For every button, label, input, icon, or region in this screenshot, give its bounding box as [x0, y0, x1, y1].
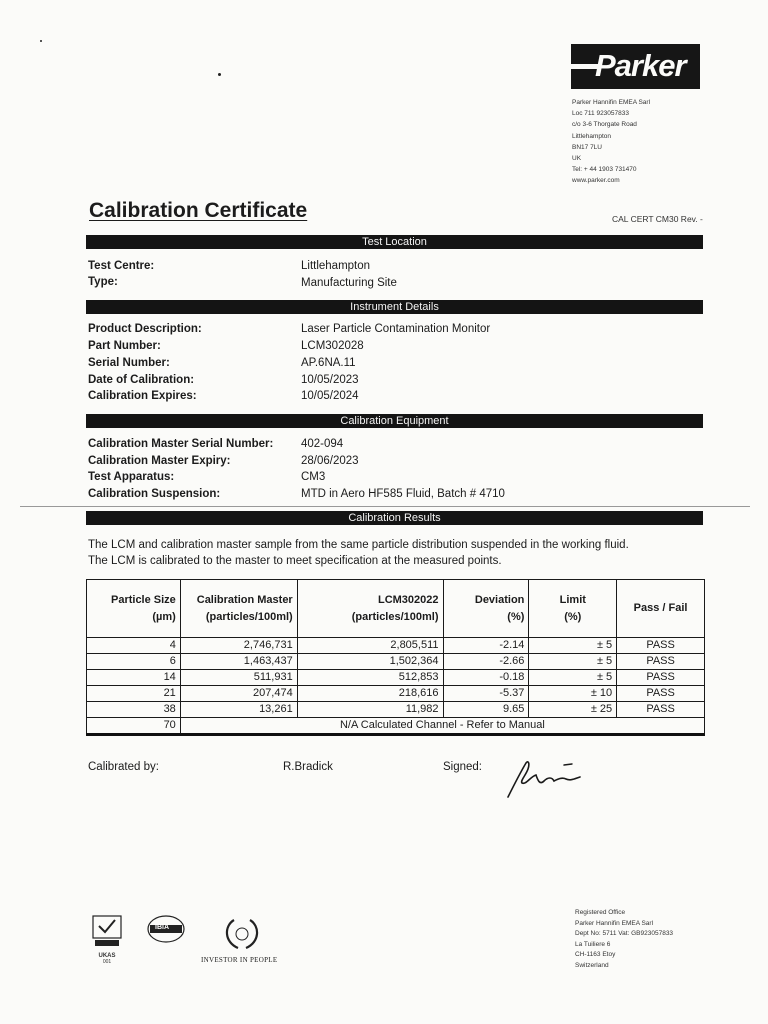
field-value: MTD in Aero HF585 Fluid, Batch # 4710	[301, 488, 505, 500]
cell-result: PASS	[617, 654, 705, 670]
cell-limit: ± 5	[529, 654, 617, 670]
investor-in-people-text: INVESTOR IN PEOPLE	[201, 956, 278, 964]
ibia-text: IBIA	[155, 924, 169, 931]
cell-size: 70	[87, 718, 181, 735]
calibration-results-table	[86, 579, 705, 736]
field-value: Littlehampton	[301, 260, 371, 272]
field-value: 402-094	[301, 438, 344, 450]
company-address	[572, 97, 650, 187]
field-label: Calibration Suspension:	[88, 488, 221, 500]
handwritten-signature	[500, 755, 590, 803]
field-label: Calibration Master Expiry:	[88, 455, 231, 467]
cell-deviation: -5.37	[443, 686, 529, 702]
field-label: Serial Number:	[88, 357, 170, 369]
field-value: Manufacturing Site	[301, 277, 397, 289]
section-header-test-location: Test Location	[86, 235, 703, 249]
field-label: Calibration Master Serial Number:	[88, 438, 274, 450]
cell-deviation: 9.65	[443, 702, 529, 718]
field-label: Date of Calibration:	[88, 374, 195, 386]
crown-tick-icon	[91, 914, 123, 948]
cell-lcm: 218,616	[297, 686, 443, 702]
col-header-calibration-master: Calibration Master (particles/100ml)	[180, 580, 297, 638]
address-line: Loc 711 923057833	[572, 110, 629, 118]
ibia-badge	[140, 914, 192, 964]
office-line: Registered Office	[575, 909, 626, 916]
office-line: Switzerland	[575, 961, 609, 969]
field-value: CM3	[301, 471, 326, 483]
cell-size: 21	[87, 686, 181, 702]
table-row	[87, 654, 705, 670]
cell-master: 13,261	[180, 702, 297, 718]
ukas-badge	[91, 914, 123, 964]
section-header-calibration-results: Calibration Results	[86, 511, 703, 525]
scan-speck	[40, 40, 42, 42]
scan-speck	[218, 73, 221, 76]
office-line: CH-1163 Etoy	[575, 951, 616, 958]
table-row	[87, 702, 705, 718]
cell-lcm: 2,805,511	[297, 638, 443, 654]
cell-size: 6	[87, 654, 181, 670]
cell-master: 1,463,437	[180, 654, 297, 670]
cell-lcm: 512,853	[297, 670, 443, 686]
col-header-lcm: LCM302022 (particles/100ml)	[297, 580, 443, 638]
address-line: UK	[572, 155, 582, 163]
cell-size: 38	[87, 702, 181, 718]
registered-office	[575, 908, 673, 971]
field-label: Test Centre:	[88, 260, 155, 272]
field-value: 10/05/2023	[301, 374, 359, 386]
cell-master: 207,474	[180, 686, 297, 702]
cell-limit: ± 10	[529, 686, 617, 702]
field-label: Calibration Expires:	[88, 390, 197, 402]
col-header-pass-fail: Pass / Fail	[617, 580, 705, 638]
logo-text: Parker	[595, 48, 686, 83]
field-label: Product Description:	[88, 323, 202, 335]
office-line: La Tuiliere 6	[575, 940, 611, 948]
address-line: c/o 3-6 Thorgate Road	[572, 121, 637, 129]
results-intro-line: The LCM and calibration master sample from the same particle distribution suspended in the working fluid.	[88, 539, 629, 551]
cell-master: 2,746,731	[180, 638, 297, 654]
cell-limit: ± 5	[529, 670, 617, 686]
field-value: AP.6NA.11	[301, 357, 356, 369]
cell-master: 511,931	[180, 670, 297, 686]
field-value: Laser Particle Contamination Monitor	[301, 323, 491, 335]
results-intro-line: The LCM is calibrated to the master to meet specification at the measured points.	[88, 555, 502, 567]
field-label: Part Number:	[88, 340, 161, 352]
table-row	[87, 670, 705, 686]
table-row	[87, 638, 705, 654]
parker-logo	[571, 44, 700, 89]
field-value: 28/06/2023	[301, 455, 359, 467]
cell-lcm: 11,982	[297, 702, 443, 718]
field-label: Test Apparatus:	[88, 471, 175, 483]
cell-result: PASS	[617, 702, 705, 718]
cell-calculated-note: N/A Calculated Channel - Refer to Manual	[180, 718, 704, 735]
field-value: LCM302028	[301, 340, 364, 352]
results-intro	[88, 537, 629, 569]
office-line: Parker Hannifin EMEA Sarl	[575, 919, 654, 927]
field-label: Type:	[88, 276, 118, 288]
office-line: Dept No: 5711 Vat: GB923057833	[575, 930, 674, 937]
section-header-calibration-equipment: Calibration Equipment	[86, 414, 703, 428]
certificate-title: Calibration Certificate	[89, 199, 308, 222]
address-line: Littlehampton	[572, 132, 612, 140]
calibrated-by-label: Calibrated by:	[88, 761, 159, 773]
col-header-limit: Limit (%)	[529, 580, 617, 638]
cell-size: 4	[87, 638, 181, 654]
cell-deviation: -2.14	[443, 638, 529, 654]
ukas-number: 001	[102, 959, 112, 965]
certificate-reference: CAL CERT CM30 Rev. -	[612, 214, 703, 224]
address-line: Parker Hannifin EMEA Sarl	[572, 99, 651, 106]
calibrated-by-name: R.Bradick	[283, 761, 333, 773]
cell-result: PASS	[617, 638, 705, 654]
cell-limit: ± 5	[529, 638, 617, 654]
cell-deviation: -2.66	[443, 654, 529, 670]
address-line: www.parker.com	[572, 177, 620, 185]
col-header-deviation: Deviation (%)	[443, 580, 529, 638]
field-value: 10/05/2024	[301, 390, 359, 402]
laurel-wreath-icon	[220, 914, 264, 954]
cell-result: PASS	[617, 686, 705, 702]
cell-limit: ± 25	[529, 702, 617, 718]
cell-lcm: 1,502,364	[297, 654, 443, 670]
scan-line	[20, 506, 750, 507]
table-row-calculated-channel	[87, 718, 705, 735]
cell-deviation: -0.18	[443, 670, 529, 686]
ukas-text: UKAS	[98, 953, 116, 959]
signed-label: Signed:	[443, 761, 483, 773]
table-row	[87, 686, 705, 702]
cell-result: PASS	[617, 670, 705, 686]
col-header-particle-size: Particle Size (µm)	[87, 580, 181, 638]
cell-size: 14	[87, 670, 181, 686]
address-line: BN17 7LU	[572, 143, 602, 151]
address-line: Tel: + 44 1903 731470	[572, 166, 637, 174]
section-header-instrument-details: Instrument Details	[86, 300, 703, 314]
table-header-row	[87, 580, 705, 638]
